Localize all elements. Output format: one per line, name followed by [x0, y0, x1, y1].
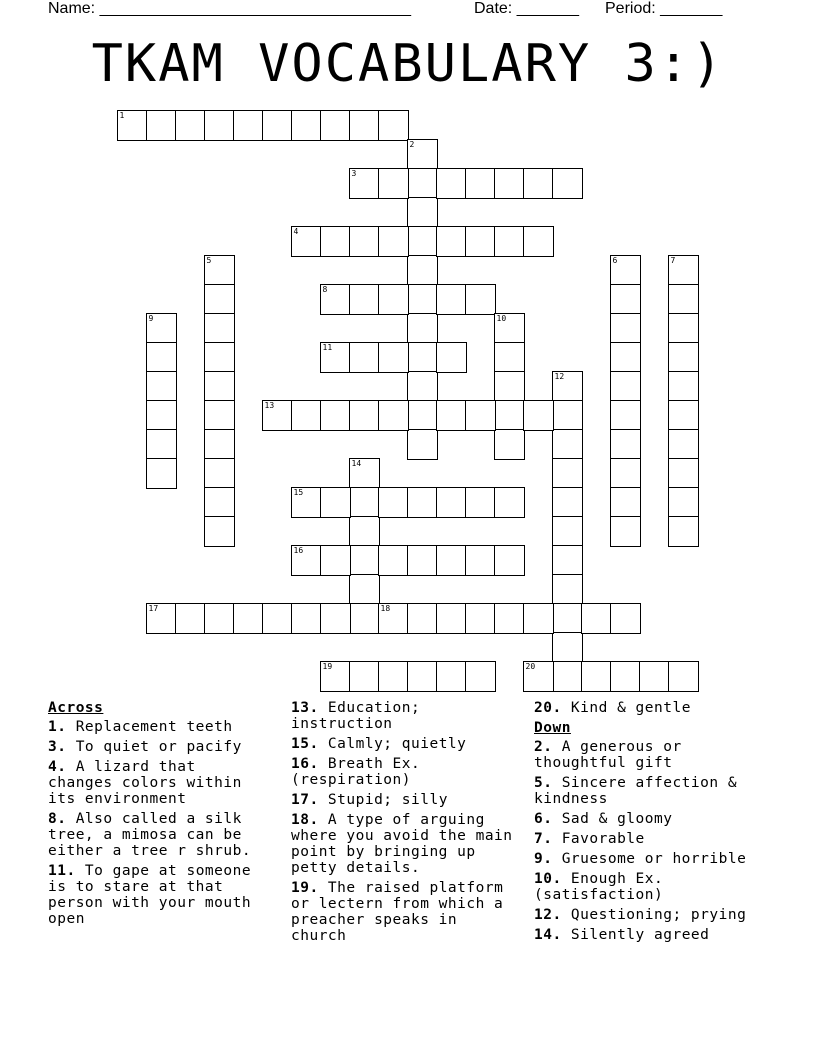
- grid-cell[interactable]: [552, 603, 583, 634]
- grid-cell[interactable]: [407, 313, 438, 344]
- grid-cell[interactable]: [581, 661, 612, 692]
- grid-cell[interactable]: [465, 603, 496, 634]
- clue-number: 20.: [534, 700, 562, 716]
- grid-cell[interactable]: [204, 458, 235, 489]
- clue-number: 10.: [534, 871, 562, 887]
- grid-cell[interactable]: [291, 226, 322, 257]
- clue-number: 4: [293, 226, 299, 236]
- grid-cell[interactable]: [349, 661, 380, 692]
- grid-cell[interactable]: [523, 603, 554, 634]
- grid-cell[interactable]: [552, 516, 583, 547]
- clue-item: [291, 756, 531, 788]
- clue-text: Education; instruction: [291, 700, 421, 732]
- grid-cell[interactable]: [204, 400, 235, 431]
- grid-cell[interactable]: [668, 313, 699, 344]
- clue-text: Stupid; silly: [318, 792, 448, 808]
- grid-cell[interactable]: [204, 516, 235, 547]
- grid-cell[interactable]: [320, 545, 351, 576]
- clue-number: 3: [351, 168, 357, 178]
- grid-cell[interactable]: [407, 429, 438, 460]
- clue-number: 7: [670, 255, 676, 265]
- clue-number: 8: [322, 284, 328, 294]
- grid-cell[interactable]: [378, 400, 409, 431]
- clue-number: 12: [554, 371, 565, 381]
- clue-text: A lizard that changes colors within its environment: [48, 759, 242, 807]
- grid-cell[interactable]: [407, 400, 438, 431]
- grid-cell[interactable]: [378, 284, 409, 315]
- grid-cell[interactable]: [610, 487, 641, 518]
- clue-item: [534, 775, 774, 807]
- clue-number: 1.: [48, 719, 67, 735]
- grid-cell[interactable]: [494, 545, 525, 576]
- clue-number: 19: [322, 661, 333, 671]
- grid-cell[interactable]: [262, 400, 293, 431]
- clue-number: 19.: [291, 880, 319, 896]
- grid-cell[interactable]: [320, 342, 351, 373]
- grid-cell[interactable]: [349, 110, 380, 141]
- grid-cell[interactable]: [320, 603, 351, 634]
- grid-cell[interactable]: [668, 661, 699, 692]
- grid-cell[interactable]: [407, 371, 438, 402]
- clue-number: 13.: [291, 700, 319, 716]
- grid-cell[interactable]: [204, 313, 235, 344]
- grid-cell[interactable]: [581, 603, 612, 634]
- grid-cell[interactable]: [349, 400, 380, 431]
- clue-text: To quiet or pacify: [66, 739, 242, 755]
- clue-number: 6: [612, 255, 618, 265]
- clue-number: 6.: [534, 811, 553, 827]
- clue-number: 16: [293, 545, 304, 555]
- grid-cell[interactable]: [378, 226, 409, 257]
- clue-text: Replacement teeth: [66, 719, 233, 735]
- grid-cell[interactable]: [146, 313, 177, 344]
- name-field[interactable]: Name: ___________________________________: [48, 0, 412, 17]
- grid-cell[interactable]: [378, 603, 409, 634]
- clue-number: 2: [409, 139, 415, 149]
- grid-cell[interactable]: [436, 342, 467, 373]
- grid-cell[interactable]: [349, 342, 380, 373]
- clue-item: [291, 792, 531, 808]
- grid-cell[interactable]: [610, 429, 641, 460]
- clue-item: [534, 871, 774, 903]
- grid-cell[interactable]: [349, 516, 380, 547]
- clue-text: Questioning; prying: [561, 907, 747, 923]
- grid-cell[interactable]: [552, 487, 583, 518]
- clue-text: Favorable: [552, 831, 645, 847]
- clue-text: Kind & gentle: [561, 700, 691, 716]
- grid-cell[interactable]: [668, 458, 699, 489]
- clue-text: To gape at someone is to stare at that person with your mouth open: [48, 863, 252, 927]
- clue-number: 17: [148, 603, 159, 613]
- grid-cell[interactable]: [320, 110, 351, 141]
- grid-cell[interactable]: [494, 168, 525, 199]
- grid-cell[interactable]: [233, 110, 264, 141]
- grid-cell[interactable]: [436, 661, 467, 692]
- grid-cell[interactable]: [291, 545, 322, 576]
- grid-cell[interactable]: [610, 400, 641, 431]
- across-heading: Across: [48, 700, 104, 716]
- grid-cell[interactable]: [465, 661, 496, 692]
- grid-cell[interactable]: [552, 661, 583, 692]
- grid-cell[interactable]: [407, 661, 438, 692]
- clue-number: 11.: [48, 863, 76, 879]
- grid-cell[interactable]: [407, 226, 438, 257]
- clue-number: 3.: [48, 739, 67, 755]
- page-title: TKAM VOCABULARY 3:): [91, 34, 725, 94]
- clue-item: [534, 831, 774, 847]
- grid-cell[interactable]: [552, 371, 583, 402]
- grid-cell[interactable]: [465, 487, 496, 518]
- grid-cell[interactable]: [436, 603, 467, 634]
- clue-item: [534, 700, 774, 716]
- clue-text: A generous or thoughtful gift: [534, 739, 682, 771]
- grid-cell[interactable]: [320, 284, 351, 315]
- grid-cell[interactable]: [407, 487, 438, 518]
- grid-cell[interactable]: [146, 371, 177, 402]
- grid-cell[interactable]: [175, 110, 206, 141]
- clue-text: Gruesome or horrible: [552, 851, 747, 867]
- grid-cell[interactable]: [494, 313, 525, 344]
- grid-cell[interactable]: [552, 458, 583, 489]
- grid-cell[interactable]: [436, 545, 467, 576]
- clue-item: [534, 739, 774, 771]
- clue-item: [291, 812, 531, 876]
- clue-item: [291, 700, 531, 732]
- clue-item: [48, 739, 280, 755]
- grid-cell[interactable]: [552, 429, 583, 460]
- grid-cell[interactable]: [610, 458, 641, 489]
- grid-cell[interactable]: [204, 371, 235, 402]
- clue-number: 4.: [48, 759, 67, 775]
- clue-text: A type of arguing where you avoid the main point by bringing up petty details.: [291, 812, 513, 876]
- grid-cell[interactable]: [407, 139, 438, 170]
- grid-cell[interactable]: [262, 110, 293, 141]
- clue-number: 14.: [534, 927, 562, 943]
- grid-cell[interactable]: [523, 661, 554, 692]
- grid-cell[interactable]: [610, 516, 641, 547]
- grid-cell[interactable]: [610, 255, 641, 286]
- grid-cell[interactable]: [465, 284, 496, 315]
- grid-cell[interactable]: [668, 371, 699, 402]
- grid-cell[interactable]: [262, 603, 293, 634]
- grid-cell[interactable]: [465, 545, 496, 576]
- grid-cell[interactable]: [320, 400, 351, 431]
- grid-cell[interactable]: [320, 661, 351, 692]
- clue-item: [534, 811, 774, 827]
- grid-cell[interactable]: [610, 661, 641, 692]
- grid-cell[interactable]: [407, 603, 438, 634]
- grid-cell[interactable]: [668, 487, 699, 518]
- grid-cell[interactable]: [668, 255, 699, 286]
- clue-number: 12.: [534, 907, 562, 923]
- grid-cell[interactable]: [378, 661, 409, 692]
- grid-cell[interactable]: [552, 400, 583, 431]
- grid-cell[interactable]: [494, 429, 525, 460]
- grid-cell[interactable]: [436, 487, 467, 518]
- grid-cell[interactable]: [494, 226, 525, 257]
- clue-item: [48, 863, 280, 927]
- grid-cell[interactable]: [523, 400, 554, 431]
- grid-cell[interactable]: [146, 400, 177, 431]
- grid-cell[interactable]: [407, 545, 438, 576]
- grid-cell[interactable]: [494, 342, 525, 373]
- clue-item: [291, 736, 531, 752]
- grid-cell[interactable]: [349, 574, 380, 605]
- grid-cell[interactable]: [436, 284, 467, 315]
- grid-cell[interactable]: [552, 168, 583, 199]
- clue-item: [534, 851, 774, 867]
- grid-cell[interactable]: [407, 197, 438, 228]
- grid-cell[interactable]: [494, 371, 525, 402]
- clue-text: Breath Ex. (respiration): [291, 756, 421, 788]
- clue-number: 18: [380, 603, 391, 613]
- grid-cell[interactable]: [494, 603, 525, 634]
- clue-text: Enough Ex. (satisfaction): [534, 871, 664, 903]
- grid-cell[interactable]: [146, 429, 177, 460]
- period-field[interactable]: Period: _______: [605, 0, 723, 17]
- clue-text: Also called a silk tree, a mimosa can be either a tree r shrub.: [48, 811, 252, 859]
- clues-column-2: [291, 700, 531, 948]
- grid-cell[interactable]: [349, 226, 380, 257]
- grid-cell[interactable]: [407, 342, 438, 373]
- clue-number: 9.: [534, 851, 553, 867]
- grid-cell[interactable]: [349, 603, 380, 634]
- grid-cell[interactable]: [523, 226, 554, 257]
- grid-cell[interactable]: [291, 487, 322, 518]
- grid-cell[interactable]: [204, 342, 235, 373]
- grid-cell[interactable]: [668, 429, 699, 460]
- grid-cell[interactable]: [146, 603, 177, 634]
- grid-cell[interactable]: [204, 487, 235, 518]
- clue-number: 2.: [534, 739, 553, 755]
- grid-cell[interactable]: [291, 110, 322, 141]
- clue-item: [48, 811, 280, 859]
- grid-cell[interactable]: [465, 168, 496, 199]
- grid-cell[interactable]: [668, 400, 699, 431]
- grid-cell[interactable]: [204, 429, 235, 460]
- grid-cell[interactable]: [494, 487, 525, 518]
- grid-cell[interactable]: [552, 632, 583, 663]
- clue-item: [534, 907, 774, 923]
- grid-cell[interactable]: [320, 226, 351, 257]
- grid-cell[interactable]: [291, 400, 322, 431]
- grid-cell[interactable]: [407, 284, 438, 315]
- clue-number: 20: [525, 661, 536, 671]
- clue-item: [534, 927, 774, 943]
- grid-cell[interactable]: [204, 284, 235, 315]
- grid-cell[interactable]: [117, 110, 148, 141]
- grid-cell[interactable]: [378, 342, 409, 373]
- grid-cell[interactable]: [378, 487, 409, 518]
- grid-cell[interactable]: [407, 168, 438, 199]
- grid-cell[interactable]: [320, 487, 351, 518]
- clue-number: 18.: [291, 812, 319, 828]
- clue-number: 13: [264, 400, 275, 410]
- clue-number: 15.: [291, 736, 319, 752]
- grid-cell[interactable]: [204, 603, 235, 634]
- clue-text: Calmly; quietly: [318, 736, 467, 752]
- grid-cell[interactable]: [552, 545, 583, 576]
- grid-cell[interactable]: [291, 603, 322, 634]
- grid-cell[interactable]: [610, 603, 641, 634]
- clue-number: 10: [496, 313, 507, 323]
- grid-cell[interactable]: [436, 400, 467, 431]
- clue-number: 8.: [48, 811, 67, 827]
- clue-number: 11: [322, 342, 333, 352]
- grid-cell[interactable]: [204, 255, 235, 286]
- grid-cell[interactable]: [146, 458, 177, 489]
- grid-cell[interactable]: [639, 661, 670, 692]
- clue-text: Sincere affection & kindness: [534, 775, 738, 807]
- down-heading: Down: [534, 720, 571, 736]
- clue-number: 5: [206, 255, 212, 265]
- grid-cell[interactable]: [378, 110, 409, 141]
- grid-cell[interactable]: [465, 400, 496, 431]
- clues-column-1: [48, 700, 280, 931]
- grid-cell[interactable]: [378, 168, 409, 199]
- grid-cell[interactable]: [494, 400, 525, 431]
- date-field[interactable]: Date: _______: [474, 0, 579, 17]
- clue-number: 17.: [291, 792, 319, 808]
- clue-item: [48, 759, 280, 807]
- clue-number: 15: [293, 487, 304, 497]
- grid-cell[interactable]: [523, 168, 554, 199]
- clue-number: 1: [119, 110, 125, 120]
- grid-cell[interactable]: [175, 603, 206, 634]
- grid-cell[interactable]: [436, 226, 467, 257]
- clue-text: Sad & gloomy: [552, 811, 673, 827]
- grid-cell[interactable]: [349, 487, 380, 518]
- grid-cell[interactable]: [610, 342, 641, 373]
- grid-cell[interactable]: [436, 168, 467, 199]
- clue-item: [291, 880, 531, 944]
- clue-number: 9: [148, 313, 154, 323]
- grid-cell[interactable]: [349, 168, 380, 199]
- clue-number: 5.: [534, 775, 553, 791]
- clue-text: Silently agreed: [561, 927, 710, 943]
- grid-cell[interactable]: [668, 342, 699, 373]
- grid-cell[interactable]: [610, 371, 641, 402]
- grid-cell[interactable]: [668, 284, 699, 315]
- grid-cell[interactable]: [378, 545, 409, 576]
- clue-text: The raised platform or lectern from which a preacher speaks in church: [291, 880, 504, 944]
- grid-cell[interactable]: [349, 284, 380, 315]
- grid-cell[interactable]: [668, 516, 699, 547]
- clue-number: 14: [351, 458, 362, 468]
- grid-cell[interactable]: [407, 255, 438, 286]
- grid-cell[interactable]: [233, 603, 264, 634]
- grid-cell[interactable]: [465, 226, 496, 257]
- grid-cell[interactable]: [146, 342, 177, 373]
- grid-cell[interactable]: [610, 313, 641, 344]
- grid-cell[interactable]: [552, 574, 583, 605]
- grid-cell[interactable]: [204, 110, 235, 141]
- clue-item: [48, 719, 280, 735]
- clue-number: 16.: [291, 756, 319, 772]
- clue-number: 7.: [534, 831, 553, 847]
- grid-cell[interactable]: [146, 110, 177, 141]
- grid-cell[interactable]: [349, 545, 380, 576]
- grid-cell[interactable]: [349, 458, 380, 489]
- grid-cell[interactable]: [610, 284, 641, 315]
- clues-column-3: [534, 700, 774, 947]
